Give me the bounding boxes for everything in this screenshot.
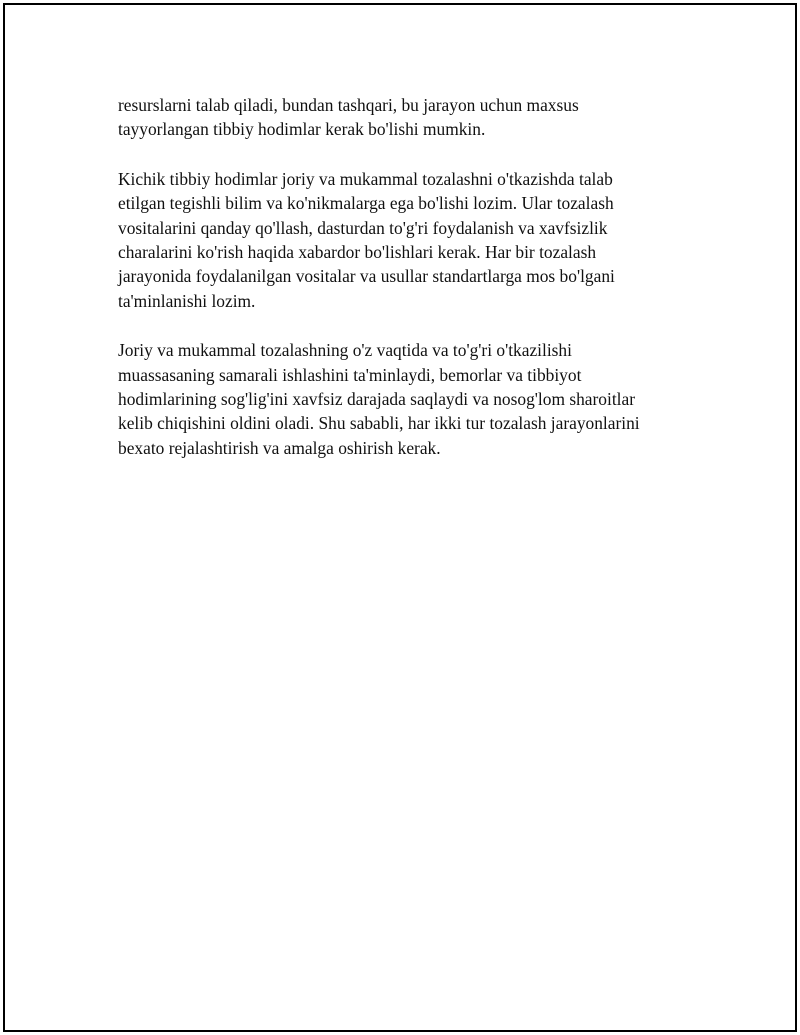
document-body	[118, 93, 678, 485]
paragraph-1: resurslarni talab qiladi, bundan tashqari, bu jarayon uchun maxsus tayyorlangan tibbiy hodimlar kerak bo'lishi mumkin.	[118, 95, 579, 140]
paragraph-3: Joriy va mukammal tozalashning o'z vaqtida va to'g'ri o'tkazilishi muassasaning samarali ishlashini ta'minlaydi, bemorlar va tibbiyot hodimlarining sog'lig'ini xavfsiz darajada saqlaydi va nosog'lom sharoitlar kelib chiqishini oldini oladi. Shu sababli, har ikki tur tozalash jarayonlarini bexato rejalashtirish va amalga oshirish kerak.	[118, 340, 640, 458]
paragraph-2: Kichik tibbiy hodimlar joriy va mukammal tozalashni o'tkazishda talab etilgan tegishli bilim va ko'nikmalarga ega bo'lishi lozim. Ular tozalash vositalarini qanday qo'llash, dasturdan to'g'ri foydalanish va xavfsizlik charalarini ko'rish haqida xabardor bo'lishlari kerak. Har bir tozalash jarayonida foydalanilgan vositalar va usullar standartlarga mos bo'lgani ta'minlanishi lozim.	[118, 168, 615, 311]
